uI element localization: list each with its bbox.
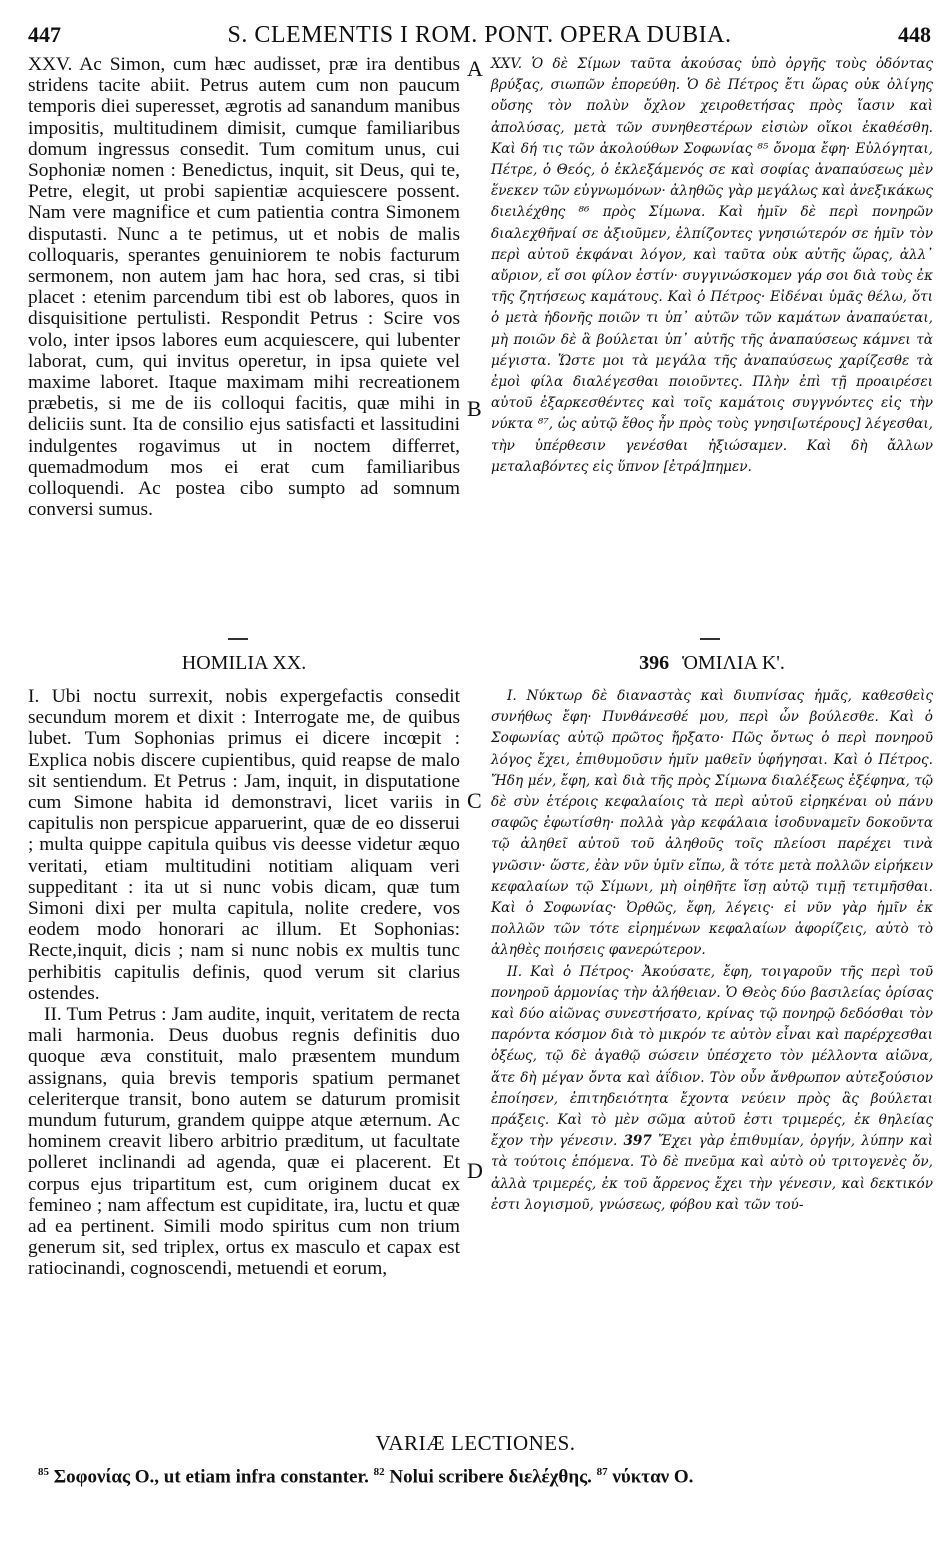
greek-paragraph-25: XXV. Ὁ δὲ Σίμων ταῦτα ἀκούσας ὑπὸ ὀργῆς τοὺς ὀδόντας βρύξας, σιωπῶν ἐπορεύθη. Ὁ δὲ Πέτρος ἔτι ὥρας οὐκ ὀλίγης οὔσης τὸν πολὺν ὄχλον χειροθετήσας πρὸς ἴασιν καὶ ἀπολύσας, μετὰ τῶν συνηθεστέρων εἰσιὼν οἴκοι ἐκαθέσθη. Καὶ δή τις τῶν ἀκολούθων Σοφωνίας ⁸⁵ ὄνομα ἔφη· Εὐλόγηται, Πέτρε, ὁ Θεός, ὁ ἐκλεξάμενός σε καὶ σοφίας ἀναπαύσεως μὲν ἕνεκεν τῶν εὐγνωμόνων· ἀληθῶς γὰρ μεγάλως καὶ ἀνεξικάκως διειλέχθης ⁸⁶ πρὸς Σίμωνα. Καὶ ἡμῖν δὲ περὶ πονηρῶν διαλεχθῆναί σε ἀξιοῦμεν, ἐλπίζοντες γνησιώτερόν σε ἡμῖν τὸν περὶ αὐτοῦ ἐκφάναι λόγον, καὶ ταῦτα οὐκ αὐτῆς ὥρας, ἀλλ᾽ αὔριον, εἴ σοι φίλον ἐστίν· συγγινώσκομεν γάρ σοι διὰ τοὺς ἐκ τῆς ζητήσεως καμάτους. Καὶ ὁ Πέτρος· Εἰδέναι ὑμᾶς θέλω, ὅτι ὁ μετὰ ἡδονῆς ποιῶν τι ὑπ᾽ αὐτῶν τῶν καμάτων ἀναπαύεται, μὴ ποιῶν δὲ ἃ βούλεται ὑπ᾽ αὐτῆς τῆς ἀναπαύσεως κάμνει τὰ μέγιστα. Ὥστε μοι τὰ μεγάλα τῆς ἀναπαύσεως χαρίζεσθε τὰ ἐμοὶ φίλα διαλέγεσθαι ποιοῦντες. Πλὴν ἐπὶ τῇ προαιρέσει αὐτοῦ ἐξαρκεσθέντες καὶ τοῖς καμάτοις συγγνόντες εἰς τὴν νύκτα ⁸⁷, ὡς αὐτῷ ἔθος ἦν πρὸς τοὺς γνησι[ωτέρους] λέγεσθαι, τὴν ὑπέρθεσιν γενέσθαι ἠξιώσαμεν. Καὶ δὴ ἄλλων μεταλαβόντες εἰς ὕπνον [ἐτρά]πημεν.	[491, 56, 933, 475]
note-number: 87	[596, 1466, 608, 1478]
note-number: 82	[373, 1466, 385, 1478]
note-number: 85	[38, 1466, 49, 1478]
latin-homily-title: HOMILIA XX.	[181, 652, 307, 674]
running-header	[28, 14, 931, 48]
note-text: Nolui scribere διελέχθης.	[389, 1466, 592, 1488]
latin-column-bottom	[28, 686, 460, 1280]
note-text: Σοφονίας O., ut etiam infra constanter.	[53, 1466, 369, 1488]
greek-paragraph-i: I. Νύκτωρ δὲ διαναστὰς καὶ διυπνίσας ἡμᾶς, καθεσθεὶς συνήθως ἔφη· Πυνθάνεσθέ μου, περὶ ὧν βούλεσθε. Καὶ ὁ Σοφωνίας αὐτῷ πρῶτος ἤρξατο· Πῶς ὄντως ὁ περὶ πονηροῦ λόγος ἔχει, ἐπιθυμοῦσιν ἡμῖν μαθεῖν ὑφήγησαι. Καὶ ὁ Πέτρος. Ἤδη μέν, ἔφη, καὶ διὰ τῆς πρὸς Σίμωνα διαλέξεως ἐξέφηνα, τῷ δὲ σὺν ἑτέροις κεφαλαίοις τὰ περὶ αὐτοῦ εἰρηκέναι οὐ πάνυ σαφῶς ἐφωτίσθη· πολλὰ γὰρ κεφάλαια ἰσοδυναμεῖν δοκοῦντα τῷ ἀληθεῖ αὐτοῦ τοῦ ἀληθοῦς τοῖς πλείοσι παρέχει τινὰ γνῶσιν· ὥστε, ἐὰν νῦν ὑμῖν εἴπω, ἃ τότε μετὰ πολλῶν εἰρήκειν κεφαλαίων τῷ Σίμωνι, μὴ οἰηθῆτε ἴσῃ αὐτῷ τιμῇ τετιμῆσθαι. Καὶ ὁ Σοφωνίας· Ὀρθῶς, ἔφη, λέγεις· εἰ νῦν γὰρ ἡμῖν ἐκ πολλῶν τῶν τότε εἰρημένων κεφαλαίων ἀφορίζεις, αὐτὸ τὸ ἀληθὲς ποιήσεις φανερώτερον.	[491, 688, 933, 959]
greek-paragraph-ii-continued: Ἔχει γὰρ ἐπιθυμίαν, ὀργήν, λύπην καὶ τὰ τούτοις ἑπόμενα. Τὸ δὲ πνεῦμα καὶ αὐτὸ οὐ τριτογενὲς ὄν, ἀλλὰ τριμερές, ἐκ τοῦ ἄρρενος ἔχει τὴν γένεσιν, καὶ δεκτικόν ἐστι λογισμοῦ, γνώσεως, φόβου καὶ τῶν τού-	[491, 1133, 933, 1213]
greek-paragraph-ii	[491, 962, 933, 1216]
running-title: S. CLEMENTIS I ROM. PONT. OPERA DUBIA.	[227, 22, 732, 48]
variae-lectiones-title: VARIÆ LECTIONES.	[375, 1431, 576, 1455]
latin-homily-heading	[28, 652, 460, 675]
margin-marker-c: C	[467, 788, 482, 813]
greek-column-bottom	[491, 686, 933, 1216]
greek-inline-column-number: 397	[623, 1133, 652, 1150]
page-number-left: 447	[28, 22, 61, 47]
latin-paragraph-25: XXV. Ac Simon, cum hæc audisset, præ ira dentibus stridens tacite abiit. Petrus autem cum non paucum temporis diei superesset, ægrotis ad sanandum manibus impositis, multitudinem dimisit, cumque familiaribus domum ingressus consedit. Tum comitum unus, cui Sophoniæ nomen : Benedictus, inquit, sit Deus, qui te, Petre, elegit, ut probi sapientiæ acquiescere possent. Nam vere magnifice et cum patientia contra Simonem disputasti. Nunc a te petimus, ut et nobis de malis colloquaris, sperantes genuiniorem te nobis facturum sermonem, non autem jam hac hora, sed cras, si tibi placet : etenim parcendum tibi est ob labores, quos in disquisitione pertulisti. Respondit Petrus : Scire vos volo, inter ipsos labores eum acquiescere, qui lubenter laborat, cum, qui invitus operetur, in ipsa quiete vel maxime laboret. Itaque maximam mihi recreationem præbetis, si me de iis colloqui facitis, quæ mihi in deliciis sunt. Ita de consilio ejus satisfacti et lassitudini indulgentes rogavimus ut in noctem differret, quemadmodum mos ei erat cum familiaribus colloquendi. Ac postea cibo sumpto ad somnum conversi sumus.	[28, 54, 460, 521]
greek-column-top	[491, 54, 933, 478]
greek-paragraph-ii-text: II. Καὶ ὁ Πέτρος· Ἀκούσατε, ἔφη, τοιγαροῦν τῆς περὶ τοῦ πονηροῦ ἁρμονίας τὴν ἀλήθειαν. Ὁ Θεὸς δύο βασιλείας ὁρίσας καὶ δύο αἰῶνας συνεστήσατο, κρίνας τῷ πονηρῷ δεδόσθαι τὸν παρόντα κόσμον διὰ τὸ μικρόν τε αὐτὸν εἶναι καὶ παρέρχεσθαι ὀξέως, τῷ δὲ ἀγαθῷ σώσειν ὑπέσχετο τὸν μέλλοντα αἰῶνα, ἅτε δὴ μέγαν ὄντα καὶ ἀΐδιον. Τὸν οὖν ἄνθρωπον αὐτεξούσιον ἐποίησεν, ἐπιτηδειότητα ἔχοντα νεύειν πρὸς ἃς βούλεται πράξεις. Καὶ τὸ μὲν σῶμα αὐτοῦ ἐστι τριμερές, ἐκ θηλείας ἔχον τὴν γένεσιν.	[491, 963, 933, 1150]
greek-homily-title: ὉΜΙΛΙΑ Κ'.	[682, 652, 785, 674]
greek-separator	[700, 638, 720, 640]
margin-marker-b: B	[467, 396, 482, 421]
latin-paragraph-i: I. Ubi noctu surrexit, nobis expergefactis consedit secundum morem et dixit : Interrogate me, de quibus lubet. Tum Sophonias primus ei dicere incœpit : Explica nobis discere cupientibus, quid reapse de malo sit sentiendum. Et Petrus : Jam, inquit, in disputatione cum Simone habita id demonstravi, licet variis in capitulis non perspicue apparuerint, quæ de eo disserui ; multa quippe capitula quibus vis deesse videtur æquo veritati, etiam multitudini notitiam aliquam veri suppeditant : ita ut si nunc vobis dicam, quæ tum Simoni dixi per multa capitula, nolite credere, vos eodem modo honorari ac illum. Et Sophonias: Recte,inquit, dicis ; nam si nunc nobis ex multis tunc perhibitis capitulis definis, quod verum sit clarius ostendes.	[28, 686, 460, 1004]
margin-marker-d: D	[467, 1158, 483, 1183]
note-text: νύκταν O.	[612, 1466, 694, 1488]
latin-separator	[228, 638, 248, 640]
greek-column-number: 396	[639, 652, 670, 674]
page-number-right: 448	[898, 22, 931, 47]
latin-column-top	[28, 54, 460, 520]
margin-marker-a: A	[467, 56, 483, 81]
variae-lectiones-notes	[38, 1466, 931, 1488]
latin-paragraph-ii: II. Tum Petrus : Jam audite, inquit, veritatem de recta mali harmonia. Deus duobus regnis definitis duo quoque æva constituit, malo præsentem mundum assignans, quia brevis temporis spatium permanet celeriterque transit, bono autem se daturum promisit mundum futurum, grandem quippe atque æternum. Ac hominem creavit libero arbitrio præditum, ut facultate polleret inclinandi ad agenda, quæ ei placerent. Et corpus ejus tripartitum est, cum originem ducat ex femineo ; nam affectum est cupiditate, ira, luctu et quæ ad ea pertinent. Simili modo spiritus cum non trium generum sit, sed triplex, ortus ex masculo et capax est ratiocinandi, cognoscendi, metuendi et eorum,	[28, 1004, 460, 1280]
greek-homily-heading	[491, 652, 933, 675]
